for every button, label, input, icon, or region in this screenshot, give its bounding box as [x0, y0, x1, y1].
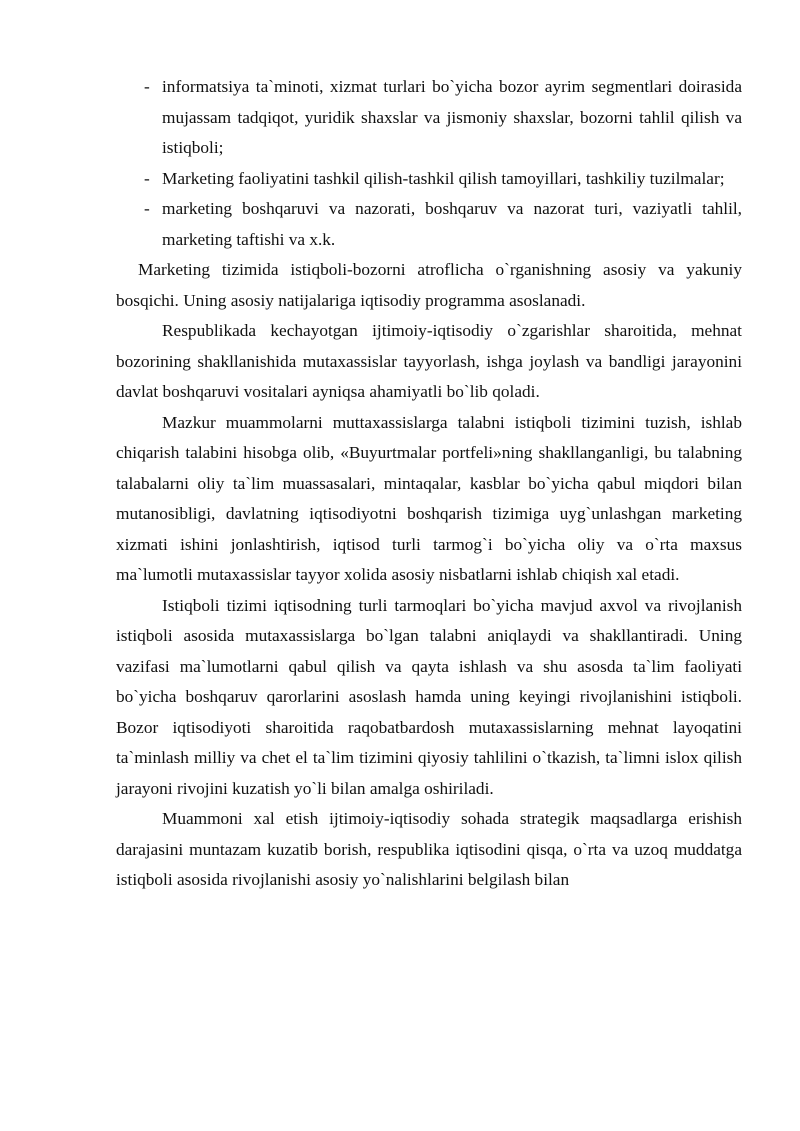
- paragraph: Mazkur muammolarni muttaxassislarga talabni istiqboli tizimini tuzish, ishlab chiqarish talabini hisobga olib, «Buyurtmalar portfeli»ning shakllanganligi, bu talabning talabalarni oliy ta`lim muassasalari, mintaqalar, kasblar bo`yicha qabul miqdori bilan mutanosibligi, davlatning iqtisodiyotni boshqarish tizimiga uyg`unlashgan marketing xizmati ishini jonlashtirish, iqtisod turli tarmog`i bo`yicha oliy va o`rta maxsus ma`lumotli mutaxassislar tayyor xolida asosiy nisbatlarni ishlab chiqish xal etadi.: [116, 412, 742, 584]
- paragraph: Respublikada kechayotgan ijtimoiy-iqtisodiy o`zgarishlar sharoitida, mehnat bozorining shakllanishida mutaxassislar tayyorlash, ishga joylash va bandligi jarayonini davlat boshqaruvi vositalari ayniqsa ahamiyatli bo`lib qoladi.: [116, 321, 742, 401]
- list-item-text: marketing boshqaruvi va nazorati, boshqaruv va nazorat turi, vaziyatli tahlil, marketing taftishi va x.k.: [162, 199, 742, 249]
- list-item-text: Marketing faoliyatini tashkil qilish-tashkil qilish tamoyillari, tashkiliy tuzilmalar;: [162, 168, 725, 188]
- paragraph: Muammoni xal etish ijtimoiy-iqtisodiy sohada strategik maqsadlarga erishish darajasini muntazam kuzatib borish, respublika iqtisodini qisqa, o`rta va uzoq muddatga istiqboli asosida rivojlanishi asosiy yo`nalishlarini belgilash bilan: [116, 809, 742, 889]
- list-item: [116, 194, 742, 255]
- paragraph: Marketing tizimida istiqboli-bozorni atroflicha o`rganishning asosiy va yakuniy bosqichi. Uning asosiy natijalariga iqtisodiy programma asoslanadi.: [116, 260, 742, 310]
- list-item-text: informatsiya ta`minoti, xizmat turlari bo`yicha bozor ayrim segmentlari doirasida mujassam tadqiqot, yuridik shaxslar va jismoniy shaxslar, bozorni tahlil qilish va istiqboli;: [162, 77, 742, 157]
- list-item: [116, 164, 742, 195]
- list-item: [116, 72, 742, 164]
- bullet-dash: -: [144, 77, 150, 96]
- paragraph: Istiqboli tizimi iqtisodning turli tarmoqlari bo`yicha mavjud axvol va rivojlanish istiqboli asosida mutaxassislarga bo`lgan talabni aniqlaydi va shakllantiradi. Uning vazifasi ma`lumotlarni qabul qilish va qayta ishlash va shu asosda ta`lim faoliyati bo`yicha boshqaruv qarorlarini asoslash hamda uning keyingi rivojlanishini istiqboli. Bozor iqtisodiyoti sharoitida raqobatbardosh mutaxassislarning mehnat layoqatini ta`minlash milliy va chet el ta`lim tizimini qiyosiy tahlilini o`tkazish, ta`limni islox qilish jarayoni rivojini kuzatish yo`li bilan amalga oshiriladi.: [116, 595, 742, 798]
- document-page: [116, 72, 742, 896]
- bullet-dash: -: [144, 168, 150, 188]
- bullet-dash: -: [144, 199, 150, 218]
- bullet-list: [116, 72, 742, 255]
